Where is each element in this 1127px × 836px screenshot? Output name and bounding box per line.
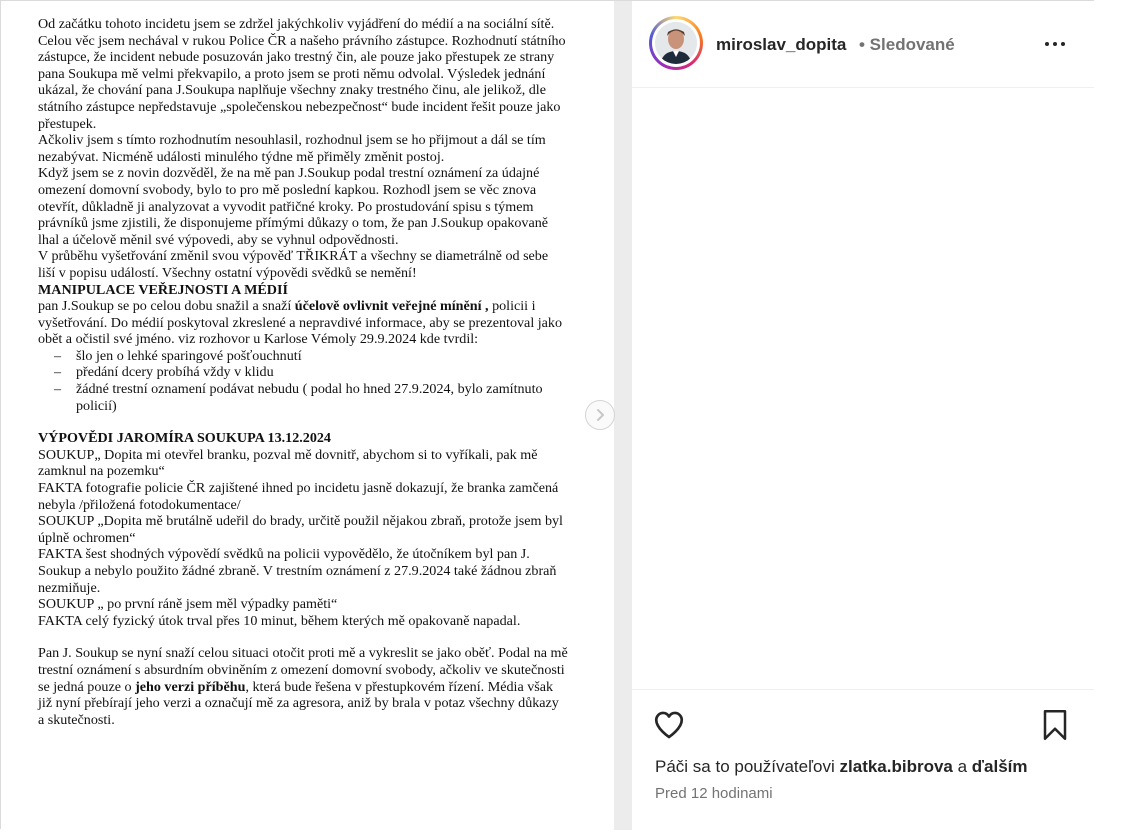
list-item bbox=[38, 381, 568, 414]
dash-icon: – bbox=[54, 381, 62, 398]
paragraph-3: Když jsem se z novin dozvěděl, že na mě pan J.Soukup podal trestní oznámení za údajné omezení domovní svobody, bylo to pro mě poslední kapkou. Rozhodl jsem se věc znova otevřít, důkladně ji analyzovat a vyvodit patřičné kroky. Po prostudování spisu s týmem právníků jsme zjistili, že disponujeme přímými důkazy o tom, že pan J.Soukup opakovaně lhal a účelově měnil své výpovedi, aby se vyhnul odpovědnosti. bbox=[38, 165, 549, 248]
claims-list bbox=[38, 348, 568, 414]
spacer bbox=[38, 629, 568, 645]
closing-bold: jeho verzi příběhu bbox=[135, 678, 246, 695]
more-options-button[interactable] bbox=[1042, 31, 1068, 57]
statement: SOUKUP „Dopita mě brutálně udeřil do brady, určitě použil nějakou zbraň, protože jsem byl úplně ochromen“ bbox=[38, 513, 563, 546]
post-side-panel bbox=[632, 1, 1094, 830]
statement: SOUKUP „ po první ráně jsem měl výpadky paměti“ bbox=[38, 596, 338, 613]
bookmark-icon bbox=[1040, 708, 1070, 742]
like-button[interactable] bbox=[652, 708, 686, 742]
paragraph-1: Od začátku tohoto incidetu jsem se zdržel jakýchkoliv vyjádření do médií a na sociální sítě. Celou věc jsem nechával v rukou Police ČR a našeho právního zástupce. Rozhodnutí státního zástupce, že incident nebude posuzován jako trestný čin, ale pouze jako přestupek ze strany pana Soukupa mě velmi překvapilo, a proto jsem se proti němu odvolal. Výsledek jednání ukázal, že chování pana J.Soukupa naplňuje všechny znaky trestného činu, ale jelikož, dle státního zástupce nepředstavuje „společenskou nebezpečnost“ bude incident řešit pouze jako přestupek. bbox=[38, 16, 566, 132]
heading-statements: VÝPOVĚDI JAROMÍRA SOUKUPA 13.12.2024 bbox=[38, 430, 331, 447]
closing-start: Pan J. Soukup se nyní snaží celou situaci otočit proti mě a vykreslit se jako oběť. Podal na mě trestní oznámení s absurdním obviněním z omezení domovní svobody, ačkoliv ve skutečnosti se jedná pouze o bbox=[38, 645, 568, 695]
list-item-text: žádné trestní oznamení podávat nebudu ( podal ho hned 27.9.2024, bylo zamítnuto policií) bbox=[76, 381, 543, 414]
post-timestamp[interactable]: Pred 12 hodinami bbox=[655, 785, 773, 802]
document-text bbox=[38, 16, 568, 728]
next-image-button[interactable] bbox=[585, 400, 615, 430]
list-item-text: šlo jen o lehké sparingové pošťouchnutí bbox=[76, 347, 302, 364]
save-button[interactable] bbox=[1040, 708, 1070, 742]
following-status: • Sledované bbox=[859, 35, 955, 54]
liker-username-link[interactable]: zlatka.bibrova bbox=[839, 757, 953, 776]
more-options-icon bbox=[1045, 42, 1049, 46]
paragraph-4: V průběhu vyšetřování změnil svou výpověď TŘIKRÁT a všechny se diametrálně od sebe liší v popisu událostí. Všechny ostatní výpovědi svědků se nemění! bbox=[38, 248, 549, 281]
heart-icon bbox=[652, 708, 686, 742]
list-item bbox=[38, 348, 568, 365]
statement: FAKTA celý fyzický útok trval přes 10 minut, během kterých mě opakovaně napadal. bbox=[38, 612, 521, 629]
avatar[interactable] bbox=[649, 16, 703, 70]
dash-icon: – bbox=[54, 364, 62, 381]
dash-icon: – bbox=[54, 347, 62, 364]
avatar-image bbox=[655, 22, 697, 64]
chevron-right-icon bbox=[594, 408, 606, 422]
paragraph-5 bbox=[38, 298, 568, 348]
likes-prefix: Páči sa to používateľovi bbox=[655, 757, 840, 776]
paragraph-5-end: policii i vyšetřování. Do médií poskytoval zkreslené a nepravdivé informace, aby se prezentoval jako obět a očistil své jméno. viz rozhovor u Karlose Vémoly 29.9.2024 kde tvrdil: bbox=[38, 298, 563, 348]
closing-end: , která bude řešena v přestupkovém řízení. Média však již nyní přebírají jeho verzi a označují mě za agresora, aniž by brala v potaz všechny důkazy a skutečnosti. bbox=[38, 678, 559, 728]
likes-summary bbox=[655, 757, 1028, 777]
post-image bbox=[1, 1, 614, 830]
paragraph-5-start: pan J.Soukup se po celou dobu snažil a snaží bbox=[38, 298, 295, 315]
paragraph-2: Ačkoliv jsem s tímto rozhodnutím nesouhlasil, rozhodnul jsem se ho přijmout a dál se tím nezabývat. Nicméně události minulého týdne mě přiměly změnit postoj. bbox=[38, 132, 546, 165]
likes-others-link[interactable]: ďalším bbox=[971, 757, 1028, 776]
statement: SOUKUP„ Dopita mi otevřel branku, pozval mě dovnitř, abychom si to vyříkali, pak mě zamknul na pozemku“ bbox=[38, 446, 538, 480]
post-header bbox=[632, 1, 1094, 88]
spacer bbox=[38, 414, 568, 430]
closing-paragraph bbox=[38, 645, 568, 728]
post-footer bbox=[632, 689, 1094, 831]
list-item bbox=[38, 364, 568, 381]
statement: FAKTA fotografie policie ČR zajištené ihned po incidetu jasně dokazují, že branka zamčená nebyla /přiložená fotodokumentace/ bbox=[38, 480, 559, 513]
statement: FAKTA šest shodných výpovědí svědků na policii vypovědělo, že útočníkem byl pan J. Soukup a nebylo použito žádné zbraně. V trestním oznámení z 27.9.2024 také žádnou zbraň nezmiňuje. bbox=[38, 546, 557, 596]
image-divider bbox=[614, 1, 632, 830]
list-item-text: předání dcery probíhá vždy v klidu bbox=[76, 364, 274, 381]
paragraph-5-bold: účelově ovlivnit veřejné mínění , bbox=[294, 298, 489, 315]
heading-manipulation: MANIPULACE VEŘEJNOSTI A MÉDIÍ bbox=[38, 281, 288, 298]
username-link[interactable]: miroslav_dopita bbox=[716, 35, 847, 54]
likes-and: a bbox=[952, 757, 972, 776]
